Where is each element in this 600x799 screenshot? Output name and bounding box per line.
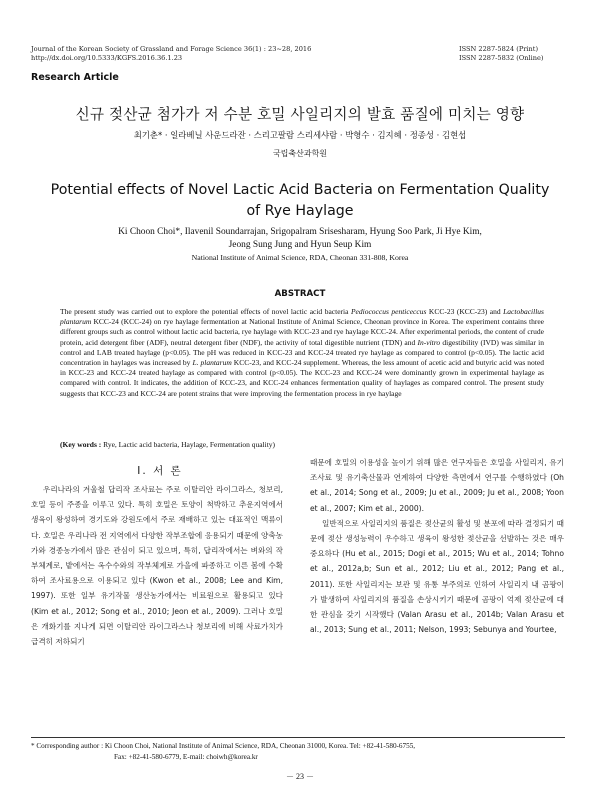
english-title bbox=[40, 180, 560, 222]
intro-paragraph-continued: 때문에 호밀의 이용성을 높이기 위해 많은 연구자들은 호밀을 사일리지, 유기조사료 및 유기축산물과 연계하여 다양한 측면에서 연구를 수행하였다 (Oh et al., 2014; Song et al., 2009; Ju et al., 2009; Ju et al., 2008; Yoon et al., 2007; Kim et al., 2000). bbox=[310, 458, 564, 513]
left-column bbox=[31, 482, 283, 649]
keywords-label: (Key words : bbox=[60, 440, 102, 449]
abstract-text-1: The present study was carried out to explore the potential effects of novel lactic acid bacteria bbox=[60, 307, 351, 316]
keywords-list: Rye, Lactic acid bacteria, Haylage, Fermentation quality) bbox=[101, 440, 276, 449]
abstract-text-3: KCC-24 (KCC-24) on rye haylage fermentation at National Institute of Animal Science, Cheonan province in Korea. The experiment contains three different groups such as control without lactic acid bacteria, rye haylage with KCC-23 and rye haylage KCC-24. After experimental periods, the content of crude protein, acid detergent fiber (ADF), neutral detergent fiber (NDF), the activity of total digestible nutrient (TDN) and bbox=[60, 317, 544, 347]
page-number: － 23 － bbox=[286, 772, 314, 781]
footnote-line-2: Fax: +82-41-580-6779, E-mail: choiwh@korea.kr bbox=[114, 752, 258, 761]
issn-print: ISSN 2287-5824 (Print) bbox=[459, 45, 539, 53]
english-authors bbox=[40, 226, 560, 253]
doi-link[interactable]: http://dx.doi.org/10.5333/KGFS.2016.36.1.23 bbox=[31, 54, 183, 62]
intro-paragraph-2: 일반적으로 사일리지의 품질은 젖산균의 활성 및 분포에 따라 결정되기 때문에 젖산 생성능력이 우수하고 생육이 왕성한 젖산균을 선발하는 것은 매우 중요하다 (Hu et al., 2015; Dogi et al., 2015; Wu et al., 2014; Tohno et al., 2012a,b; Sun et al., 2012; Liu et al., 2012; Pang et al., 2011). 또한 사일리지는 보관 및 유통 부주의로 인하여 사일리지 내 곰팡이가 발생하여 사일리지의 품질을 손상시키기 때문에 곰팡이 억제 젖산균에 대한 관심을 갖기 시작했다 (Valan Arasu et al., 2014b; Valan Arasu et al., 2013; Sung et al., 2011; Nelson, 1993; Sebunya and Yourtee, bbox=[310, 518, 564, 635]
right-column bbox=[310, 455, 564, 637]
korean-authors: 최기춘* · 일라베닐 사운드라잔 · 스리고팔람 스리세샤람 · 박형수 · 김지혜 · 정종성 · 김현섭 bbox=[133, 130, 467, 140]
in-vitro-term: In-vitro bbox=[417, 337, 441, 347]
abstract-text-4: digestibility (IVD) was similar in control and LAB treated haylage (p<0.05). The pH was reduced in KCC-23 and KCC-24 treated rye haylage as compared to control (p<0.05). The lactic acid concentration in haylages was increased by bbox=[60, 337, 544, 368]
english-authors-line-1: Ki Choon Choi*, Ilavenil Soundarrajan, Srigopalram Srisesharam, Hyung Soo Park, Ji Hye Kim, bbox=[118, 227, 482, 237]
abstract-text-5: KCC-23, and KCC-24 supplement. Whereas, the less amount of acetic acid and butyric acid was noted in KCC-23 and KCC-24 treated haylage as compared with control (p<0.05). The KCC-23 and KCC-24 were dominantly grown in experimental haylage as compared with control. It indicates, the addition of KCC-23, and KCC-24 enhances fermentation quality of haylages as compared control. The present study suggests that KCC-23 and KCC-24 are potent strains that were improving the fermentation process in rye haylage bbox=[60, 358, 544, 398]
korean-title: 신규 젖산균 첨가가 저 수분 호밀 사일리지의 발효 품질에 미치는 영향 bbox=[75, 106, 525, 123]
keywords bbox=[60, 440, 544, 449]
english-title-line-2: of Rye Haylage bbox=[246, 203, 354, 219]
journal-citation: Journal of the Korean Society of Grassland and Forage Science 36(1) : 23~28, 2016 bbox=[31, 45, 312, 53]
abstract-body bbox=[60, 307, 544, 399]
species-name-3: L. plantarum bbox=[192, 358, 232, 368]
intro-paragraph-1: 우리나라의 겨울철 답리작 조사료는 주로 이탈리안 라이그라스, 청보리, 호밀 등이 주종을 이루고 있다. 특히 호밀은 토양이 척박하고 추운지역에서 생육이 왕성하여 경기도와 강원도에서 주로 재배하고 있는 대표적인 맥류이다. 호밀은 우리나라 전 지역에서 다양한 작부조합에 응용되기 때문에 양축농가와 경종농가에서 많은 관심이 되고 있으며, 특히, 답리작에서는 벼와의 작부체계로, 밭에서는 옥수수와의 작부체계로 가을에 파종하고 이른 봄에 수확하여 조사료용으로 이용되고 있다 (Kwon et al., 2008; Lee and Kim, 1997). 또한 일부 유기작물 생산농가에서는 비료원으로 활용되고 있다 (Kim et al., 2012; Song et al., 2010; Jeon et al., 2009). 그러나 호밀은 개화기를 지나게 되면 이탈리안 라이그라스나 청보리에 비해 사료가치가 급격히 저하되기 bbox=[31, 485, 283, 647]
corresponding-author-footnote bbox=[31, 741, 571, 762]
english-institution: National Institute of Animal Science, RDA, Cheonan 331-808, Korea bbox=[191, 253, 409, 262]
section-heading-introduction: Ⅰ. 서 론 bbox=[137, 465, 183, 477]
species-name-1: Pediococcus penticeccus bbox=[350, 307, 427, 316]
footnote-line-1: * Corresponding author : Ki Choon Choi, National Institute of Animal Science, RDA, Cheonan 31000, Korea. Tel: +82-41-580-6755, bbox=[31, 742, 416, 750]
abstract-text-2: KCC-23 (KCC-23) and bbox=[426, 307, 504, 316]
english-title-line-1: Potential effects of Novel Lactic Acid Bacteria on Fermentation Quality bbox=[50, 182, 550, 198]
korean-institution: 국립축산과학원 bbox=[272, 149, 328, 158]
issn-online: ISSN 2287-5832 (Online) bbox=[459, 54, 544, 62]
english-authors-line-2: Jeong Sung Jung and Hyun Seup Kim bbox=[228, 240, 372, 251]
footnote-divider bbox=[31, 737, 565, 738]
article-type-label: Research Article bbox=[31, 72, 119, 83]
abstract-heading: ABSTRACT bbox=[274, 289, 326, 299]
species-name-2: Lactobacillus plantarum bbox=[60, 307, 544, 327]
